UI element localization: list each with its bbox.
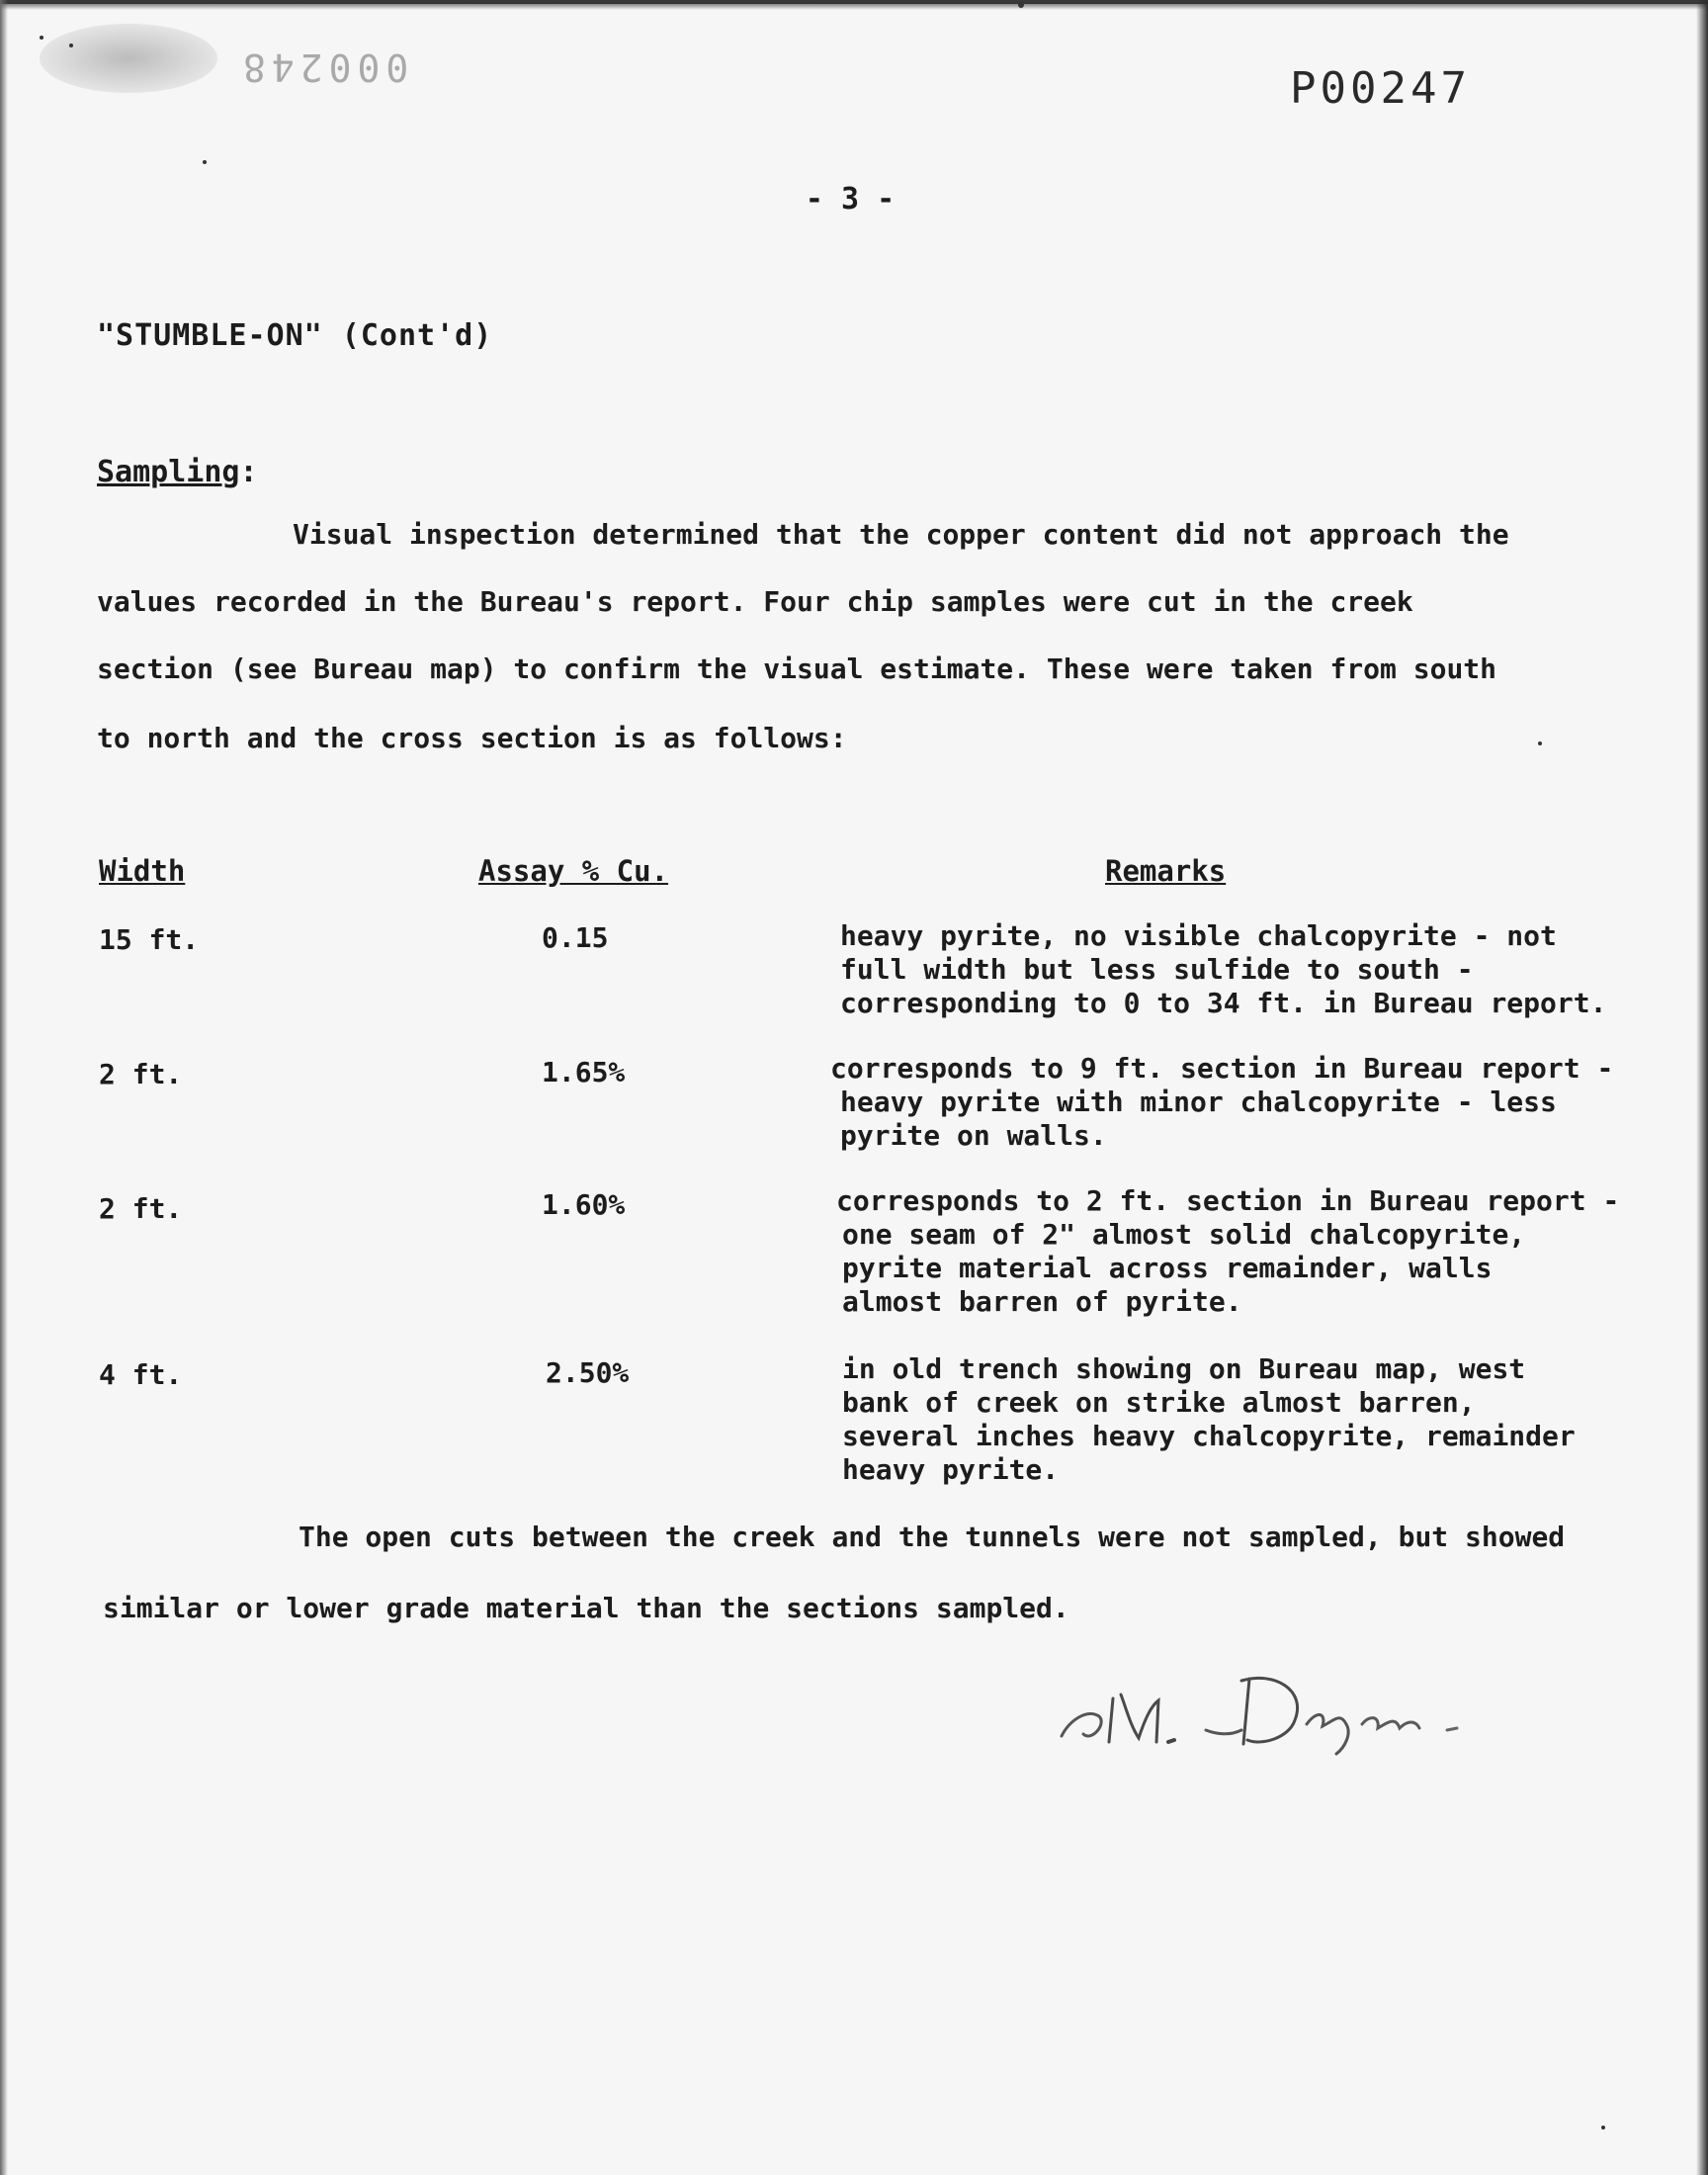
handwritten-signature: [1048, 1651, 1502, 1770]
cell-remark-line: heavy pyrite, no visible chalcopyrite - not: [840, 919, 1557, 952]
cell-remark-line: pyrite on walls.: [840, 1119, 1107, 1152]
cell-width: 15 ft.: [99, 923, 200, 956]
cell-remark-line: heavy pyrite with minor chalcopyrite - less: [840, 1086, 1557, 1118]
scan-speck: [1018, 2, 1024, 8]
closing-line: The open cuts between the creek and the tunnels were not sampled, but showed: [299, 1521, 1566, 1553]
cell-assay: 0.15: [542, 921, 609, 954]
cell-remark-line: bank of creek on strike almost barren,: [842, 1386, 1476, 1419]
subsection-title: [97, 455, 258, 489]
scan-top-shadow: [0, 0, 1708, 10]
stamp-number-faded: 000248: [237, 45, 409, 89]
cell-remark-line: corresponds to 9 ft. section in Bureau report -: [830, 1052, 1614, 1085]
cell-remark-line: one seam of 2" almost solid chalcopyrite,: [842, 1218, 1526, 1251]
intro-line: section (see Bureau map) to confirm the visual estimate. These were taken from south: [97, 652, 1497, 685]
scan-smudge: [40, 24, 217, 93]
cell-remark-line: heavy pyrite.: [842, 1453, 1060, 1486]
scan-left-edge: [0, 0, 8, 2175]
cell-width: 2 ft.: [99, 1058, 183, 1090]
intro-line: values recorded in the Bureau's report. Four chip samples were cut in the creek: [97, 585, 1413, 618]
cell-remark-line: almost barren of pyrite.: [842, 1285, 1242, 1318]
scan-speck: [69, 44, 73, 47]
cell-remark-line: corresponds to 2 ft. section in Bureau report -: [836, 1184, 1620, 1217]
closing-line: similar or lower grade material than the sections sampled.: [103, 1592, 1069, 1624]
cell-assay: 1.65%: [542, 1056, 626, 1088]
scan-right-edge: [1696, 0, 1708, 2175]
intro-line: to north and the cross section is as follows:: [97, 722, 847, 754]
cell-remark-line: full width but less sulfide to south -: [840, 953, 1474, 986]
cell-remark-line: in old trench showing on Bureau map, west: [842, 1352, 1526, 1385]
scan-speck: [203, 160, 207, 164]
cell-assay: 2.50%: [546, 1356, 630, 1389]
column-header-width: Width: [99, 854, 186, 888]
cell-width: 2 ft.: [99, 1192, 183, 1225]
cell-assay: 1.60%: [542, 1188, 626, 1221]
column-header-remarks: Remarks: [1105, 854, 1227, 888]
page-number: - 3 -: [805, 182, 896, 217]
stamp-number: P00247: [1290, 63, 1471, 114]
cell-width: 4 ft.: [99, 1358, 183, 1391]
subsection-title-colon: :: [239, 455, 258, 489]
cell-remark-line: pyrite material across remainder, walls: [842, 1252, 1493, 1284]
cell-remark-line: several inches heavy chalcopyrite, remainder: [842, 1420, 1576, 1452]
scan-speck: [40, 36, 43, 40]
scan-speck: [1601, 2126, 1605, 2130]
section-heading: "STUMBLE-ON" (Cont'd): [97, 318, 493, 353]
subsection-title-text: Sampling: [97, 455, 240, 489]
intro-line: Visual inspection determined that the copper content did not approach the: [293, 518, 1509, 551]
column-header-assay: Assay % Cu.: [478, 854, 669, 888]
cell-remark-line: corresponding to 0 to 34 ft. in Bureau report.: [840, 987, 1607, 1019]
scan-speck: [1538, 741, 1542, 745]
